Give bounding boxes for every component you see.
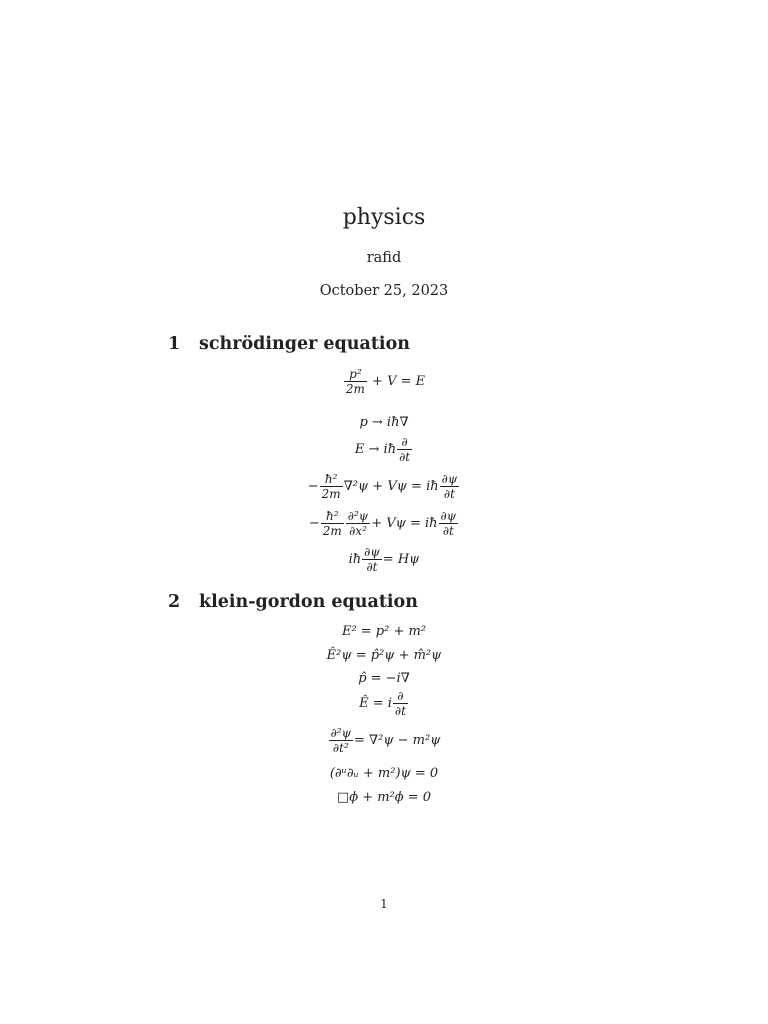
minus-sign: − bbox=[307, 479, 319, 494]
fraction-denominator: ∂t bbox=[366, 560, 378, 574]
fraction-denominator: 2m bbox=[321, 487, 341, 501]
section-number: 2 bbox=[168, 592, 181, 612]
fraction-numerator: ∂ψ bbox=[440, 509, 457, 523]
equation-text: + Vψ = iħ bbox=[371, 516, 438, 531]
equation-energy bbox=[0, 368, 768, 395]
equation-text: E → iħ bbox=[354, 442, 397, 457]
section-2-heading bbox=[168, 592, 418, 612]
equation-schrodinger-1d bbox=[0, 510, 768, 537]
fraction-numerator: ∂ bbox=[393, 690, 408, 704]
fraction-numerator: ∂ψ bbox=[364, 545, 380, 559]
fraction-denominator: ∂t bbox=[399, 450, 411, 464]
fraction-denominator: ∂x² bbox=[349, 524, 367, 538]
equation-operator-form bbox=[0, 649, 768, 662]
page-number: 1 bbox=[380, 897, 388, 911]
fraction-denominator: ∂t² bbox=[332, 741, 349, 755]
equation-text: ∇²ψ + Vψ = iħ bbox=[343, 479, 439, 494]
equation-text: = Hψ bbox=[382, 552, 420, 567]
equation-text: iħ bbox=[348, 552, 362, 567]
fraction-numerator: ∂ψ bbox=[441, 472, 458, 486]
fraction-denominator: ∂t bbox=[394, 704, 406, 718]
equation-momentum-operator-kg bbox=[0, 672, 768, 685]
minus-sign: − bbox=[308, 516, 320, 531]
equation-text: = ∇²ψ − m²ψ bbox=[354, 733, 441, 748]
equation-text: Ê = i bbox=[359, 696, 392, 711]
equation-text: E² = p² + m² bbox=[341, 624, 427, 639]
document-date: October 25, 2023 bbox=[319, 283, 449, 299]
fraction-denominator: ∂t bbox=[443, 487, 455, 501]
equation-energy-operator bbox=[0, 436, 768, 463]
equation-text: (∂ᵘ∂ᵤ + m²)ψ = 0 bbox=[329, 766, 439, 781]
equation-schrodinger-nabla bbox=[0, 473, 768, 500]
equation-momentum-operator bbox=[0, 416, 768, 429]
document-author: rafid bbox=[366, 250, 402, 266]
equation-text: p̂ = −i∇ bbox=[358, 671, 410, 686]
fraction-numerator: p² bbox=[344, 368, 367, 382]
equation-text: p → iħ∇ bbox=[359, 415, 409, 430]
equation-relativistic-energy bbox=[0, 625, 768, 638]
fraction-numerator: ħ² bbox=[320, 473, 343, 487]
fraction-denominator: ∂t bbox=[442, 524, 454, 538]
section-1-heading bbox=[168, 334, 410, 354]
fraction-numerator: ∂²ψ bbox=[347, 509, 369, 523]
fraction-numerator: ∂²ψ bbox=[330, 726, 352, 740]
section-title: schrödinger equation bbox=[199, 334, 410, 354]
fraction-numerator: ∂ bbox=[397, 436, 412, 450]
equation-text: Ê²ψ = p̂²ψ + m̂²ψ bbox=[326, 648, 442, 663]
fraction-denominator: 2m bbox=[322, 524, 342, 538]
equation-dalembertian bbox=[0, 791, 768, 804]
equation-wave-form bbox=[0, 727, 768, 754]
section-title: klein-gordon equation bbox=[199, 592, 418, 612]
equation-text: + V = E bbox=[372, 374, 426, 389]
equation-energy-operator-kg bbox=[0, 690, 768, 717]
equation-covariant-form bbox=[0, 767, 768, 780]
fraction-denominator: 2m bbox=[345, 382, 365, 396]
equation-text: □ϕ + m²ϕ = 0 bbox=[336, 790, 432, 805]
fraction-numerator: ħ² bbox=[321, 510, 344, 524]
section-number: 1 bbox=[168, 334, 181, 354]
equation-hamiltonian bbox=[0, 546, 768, 573]
document-title: physics bbox=[342, 205, 426, 230]
